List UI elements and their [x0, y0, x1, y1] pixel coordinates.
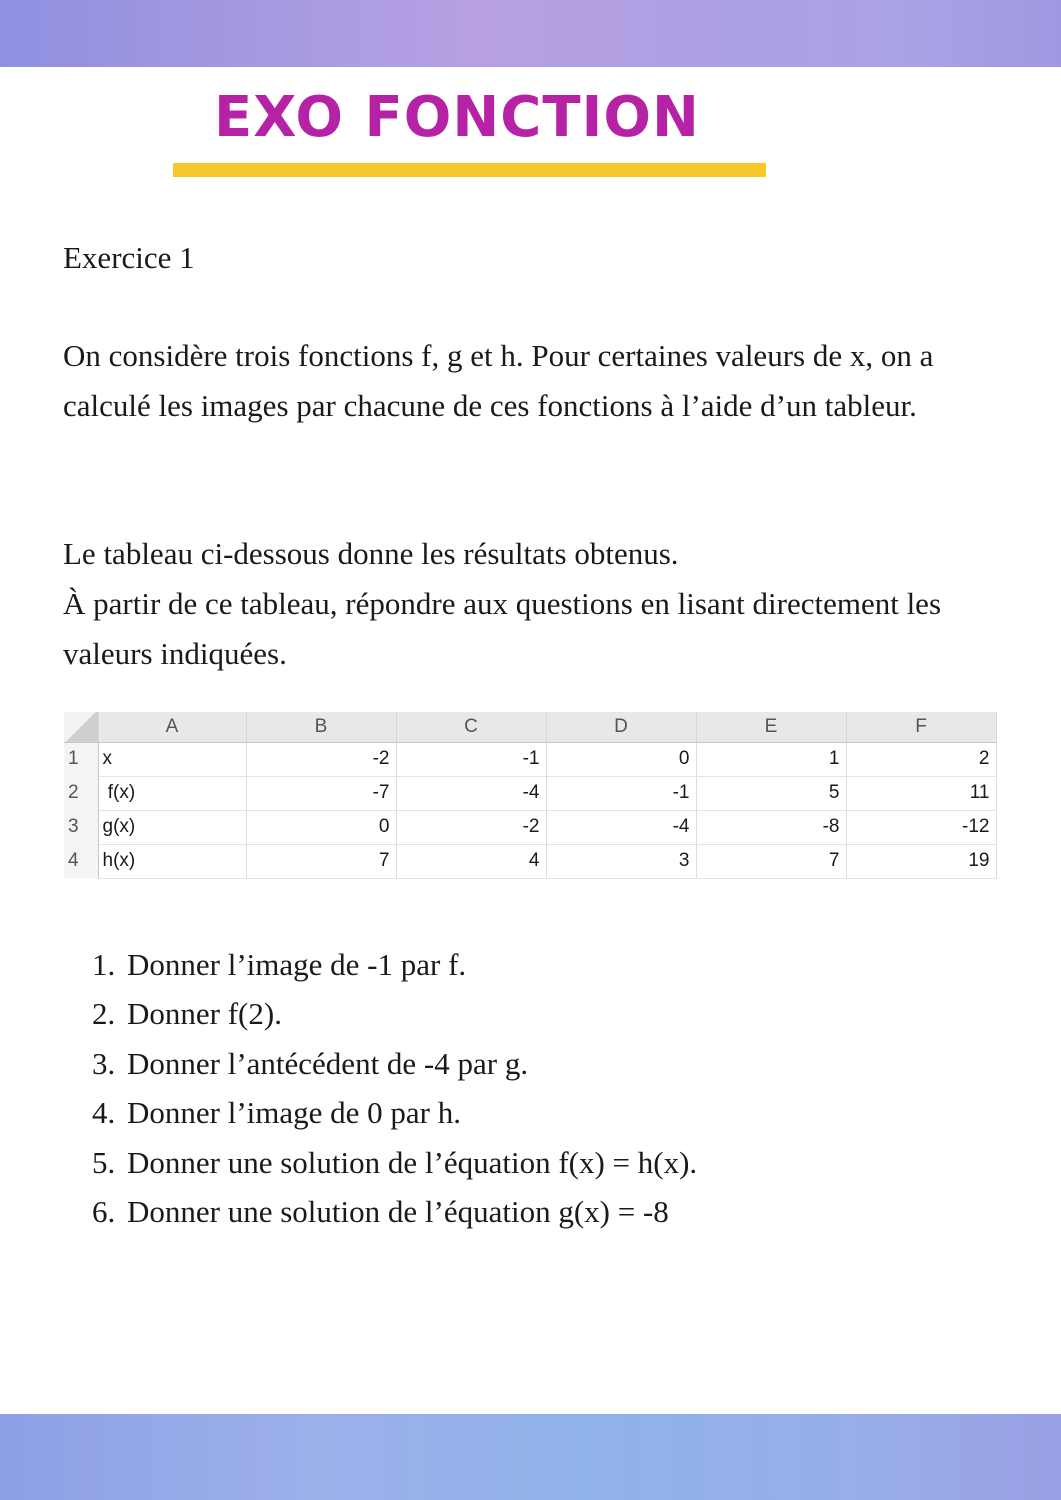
exercise-heading: Exercice 1: [63, 240, 195, 275]
title-underline: [173, 163, 766, 177]
column-header[interactable]: B: [246, 712, 396, 742]
question-text: Donner une solution de l’équation g(x) = -8: [127, 1194, 669, 1230]
table-cell[interactable]: -2: [246, 742, 396, 776]
bottom-decorative-band: [0, 1414, 1061, 1500]
table-row: [64, 810, 996, 844]
table-cell[interactable]: -12: [846, 810, 996, 844]
question-item: [92, 989, 697, 1038]
table-cell[interactable]: 1: [696, 742, 846, 776]
table-row: [64, 776, 996, 810]
table-cell[interactable]: 3: [546, 844, 696, 878]
question-item: [92, 940, 697, 989]
table-cell[interactable]: 19: [846, 844, 996, 878]
page-title: EXO FONCTION: [214, 85, 700, 150]
question-number: 3.: [92, 1045, 116, 1081]
question-text: Donner une solution de l’équation f(x) = h(x).: [127, 1144, 698, 1180]
row-header[interactable]: 2: [64, 776, 98, 810]
column-header[interactable]: D: [546, 712, 696, 742]
question-item: [92, 1187, 697, 1236]
table-cell[interactable]: -4: [546, 810, 696, 844]
table-cell[interactable]: -8: [696, 810, 846, 844]
question-item: [92, 1138, 697, 1187]
question-item: [92, 1088, 697, 1137]
table-cell[interactable]: 0: [246, 810, 396, 844]
question-number: 6.: [92, 1194, 116, 1230]
table-row: [64, 844, 996, 878]
table-cell[interactable]: 7: [246, 844, 396, 878]
table-cell[interactable]: -2: [396, 810, 546, 844]
question-list: [92, 940, 697, 1236]
row-header[interactable]: 3: [64, 810, 98, 844]
column-header[interactable]: F: [846, 712, 996, 742]
table-cell-label[interactable]: x: [98, 742, 246, 776]
row-header[interactable]: 4: [64, 844, 98, 878]
instruction-line: Le tableau ci-dessous donne les résultats obtenus.: [63, 536, 679, 571]
table-cell[interactable]: -7: [246, 776, 396, 810]
question-item: [92, 1039, 697, 1088]
question-text: Donner f(2).: [127, 996, 282, 1032]
column-header-row: [64, 712, 996, 742]
question-text: Donner l’image de -1 par f.: [127, 947, 467, 982]
question-number: 2.: [92, 996, 116, 1032]
top-decorative-band: [0, 0, 1061, 67]
question-number: 4.: [92, 1095, 116, 1131]
table-cell-label[interactable]: g(x): [98, 810, 246, 844]
table-cell[interactable]: 2: [846, 742, 996, 776]
table-cell[interactable]: 7: [696, 844, 846, 878]
table-row: [64, 742, 996, 776]
table-cell-label[interactable]: h(x): [98, 844, 246, 878]
table-cell[interactable]: -1: [546, 776, 696, 810]
table-cell[interactable]: 5: [696, 776, 846, 810]
column-header[interactable]: A: [98, 712, 246, 742]
table-cell[interactable]: -4: [396, 776, 546, 810]
exercise-intro: On considère trois fonctions f, g et h. Pour certaines valeurs de x, on a calculé les images par chacune de ces fonctions à l’aide d’un tableur.: [63, 338, 934, 423]
table-cell[interactable]: 11: [846, 776, 996, 810]
question-text: Donner l’antécédent de -4 par g.: [127, 1045, 529, 1081]
select-all-corner[interactable]: [64, 712, 98, 742]
row-header[interactable]: 1: [64, 742, 98, 776]
table-cell[interactable]: -1: [396, 742, 546, 776]
question-number: 5.: [92, 1144, 116, 1180]
table-cell[interactable]: 4: [396, 844, 546, 878]
table-cell[interactable]: 0: [546, 742, 696, 776]
table-cell-label[interactable]: f(x): [98, 776, 246, 810]
question-number: 1.: [92, 947, 116, 982]
question-text: Donner l’image de 0 par h.: [127, 1095, 461, 1131]
instruction-line: À partir de ce tableau, répondre aux questions en lisant directement les valeurs indiquées.: [63, 586, 942, 671]
spreadsheet-table: [64, 712, 996, 878]
column-header[interactable]: E: [696, 712, 846, 742]
exercise-instructions: [63, 529, 1003, 679]
column-header[interactable]: C: [396, 712, 546, 742]
